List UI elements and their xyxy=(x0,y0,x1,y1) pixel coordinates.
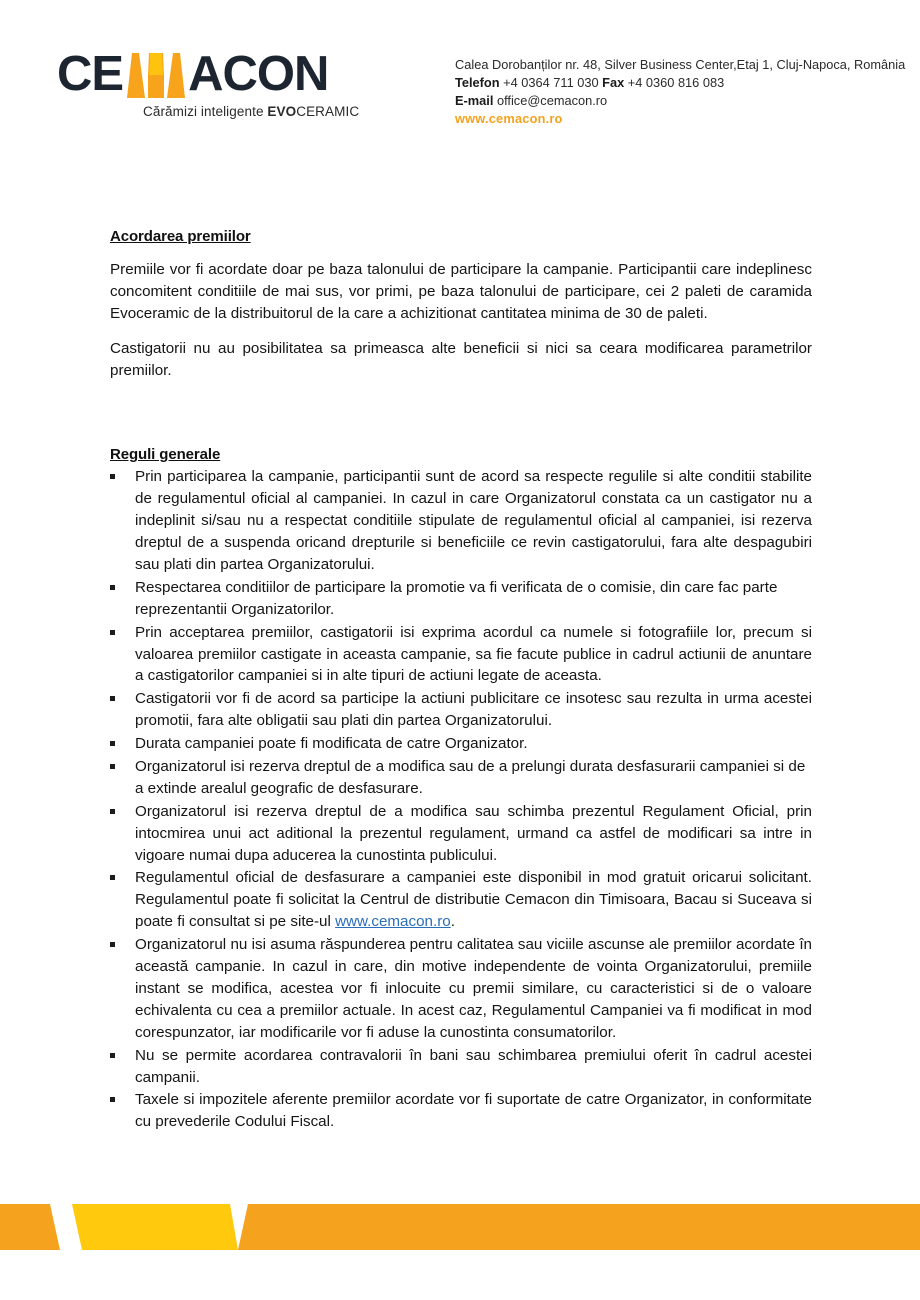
list-item-text-before-link: Regulamentul oficial de desfasurare a campaniei este disponibil in mod gratuit oricarui solicitant. Regulamentul poate fi solicitat la Centrul de distributie Cemacon din Timisoara, Bacau si Suceava si poate fi consultat si pe site-ul xyxy=(135,869,812,931)
contact-address: Calea Dorobanților nr. 48, Silver Business Center,Etaj 1, Cluj-Napoca, România xyxy=(455,57,906,72)
list-item: Respectarea conditiilor de participare la promotie va fi verificata de o comisie, din care fac parte reprezentantii Organizatorilor. xyxy=(110,577,812,621)
footer-band-svg xyxy=(0,1190,920,1300)
fax-label: Fax xyxy=(602,75,625,91)
section-title-reguli-generale: Reguli generale xyxy=(110,446,221,464)
m-mark-svg xyxy=(125,53,187,98)
tagline-normal: Cărămizi inteligente xyxy=(143,104,268,119)
email-label: E-mail xyxy=(455,93,494,109)
logo-tagline xyxy=(143,104,360,119)
contact-website[interactable]: www.cemacon.ro xyxy=(455,111,563,127)
cemacon-website-link[interactable]: www.cemacon.ro xyxy=(335,913,451,931)
list-item: Organizatorul isi rezerva dreptul de a modifica sau de a prelungi durata desfasurarii campaniei si de a extinde arealul geografic de desfasurare. xyxy=(110,756,812,800)
contact-phone-row xyxy=(455,74,905,92)
list-item: Nu se permite acordarea contravalorii în bani sau schimbarea premiului oferit în cadrul acestei campanii. xyxy=(110,1045,812,1089)
page-footer-decoration xyxy=(0,1190,920,1300)
contact-email-row xyxy=(455,92,905,110)
section-spacer xyxy=(110,394,812,446)
phone-label: Telefon xyxy=(455,75,500,91)
tagline-evo: EVO xyxy=(267,104,297,119)
fax-value: +4 0360 816 083 xyxy=(624,75,725,91)
list-item-with-link xyxy=(110,867,812,933)
list-item: Durata campaniei poate fi modificata de catre Organizator. xyxy=(110,733,812,755)
footer-shape-right-orange xyxy=(238,1204,920,1250)
rules-list xyxy=(110,466,812,1133)
paragraph-castigatori-beneficii: Castigatorii nu au posibilitatea sa primeasca alte beneficii si nici sa ceara modificarea parametrilor premiilor. xyxy=(110,339,812,379)
footer-shape-yellow-trapezoid xyxy=(72,1204,238,1250)
logo-text-ce: CE xyxy=(57,47,124,102)
list-item: Prin participarea la campanie, participantii sunt de acord sa respecte regulile si alte conditii stabilite de regulamentul oficial al campaniei. In cazul in care Organizatorul constata ca un castigator nu a indeplinit si/sau nu a respectat conditiile stipulate de regulamentul oficial al campaniei, isi rezerva dreptul de a suspenda oricand drepturile si beneficiile ce revin castigatorului, fara alte despagubiri sau plati din partea Organizatorului. xyxy=(110,466,812,575)
list-item: Taxele si impozitele aferente premiilor acordate vor fi suportate de catre Organizator, in conformitate cu prevederile Codului Fiscal. xyxy=(110,1089,812,1133)
footer-shape-left-orange xyxy=(0,1204,60,1250)
phone-value: +4 0364 711 030 xyxy=(499,75,603,91)
list-item: Organizatorul nu isi asuma răspunderea pentru calitatea sau viciile ascunse ale premiilor acordate în această campanie. In cazul in care, din motive independente de vointa Organizatorului, premiile instant se modifica, acestea vor fi inlocuite cu premii similare, cu caracteristici si de o valoare echivalenta cu cea a premiilor actuale. In acest caz, Regulamentul Campaniei va fi modificat in mod corespunzator, iar modificarile vor fi aduse la cunostinta consumatorilor. xyxy=(110,934,812,1043)
list-item-text-after-link: . xyxy=(450,913,455,931)
list-item: Prin acceptarea premiilor, castigatorii isi exprima acordul ca numele si fotografiile lor, precum si valoarea premiilor castigate in aceasta campanie, sa fie facute publice in cadrul actiunii de anuntare a castigatorilor campaniei si in alte tipuri de actiuni legate de aceasta. xyxy=(110,622,812,688)
paragraph-premii-acordare: Premiile vor fi acordate doar pe baza talonului de participare la campanie. Participantii care indeplinesc concomitent conditiile de mai sus, vor primi, pe baza talonului de participare, cei 2 paleti de caramida Evoceramic de la distribuitorul de la care a achizitionat cantitatea minima de 30 de paleti. xyxy=(110,261,812,322)
cemacon-m-icon xyxy=(125,53,187,98)
list-item: Organizatorul isi rezerva dreptul de a modifica sau schimba prezentul Regulament Oficial, prin intocmirea unui act aditional la prezentul regulament, urmand ca astfel de modificari sa intre in vigoare numai dupa aducerea la cunostinta publicului. xyxy=(110,801,812,867)
document-body xyxy=(110,228,812,1134)
logo-text-acon: ACON xyxy=(188,47,329,102)
header-contact-block xyxy=(455,56,905,129)
section-title-acordarea-premiilor: Acordarea premiilor xyxy=(110,228,251,245)
list-item: Castigatorii vor fi de acord sa participe la actiuni publicitare ce insotesc sau rezulta in urma acestei promotii, fara alte obligatii sau plati din partea Organizatorului. xyxy=(110,688,812,732)
cemacon-logo xyxy=(57,47,360,119)
email-value: office@cemacon.ro xyxy=(493,93,608,109)
page-header xyxy=(0,0,920,150)
logo-wordmark xyxy=(57,47,357,102)
tagline-ceramic: CERAMIC xyxy=(296,104,360,119)
